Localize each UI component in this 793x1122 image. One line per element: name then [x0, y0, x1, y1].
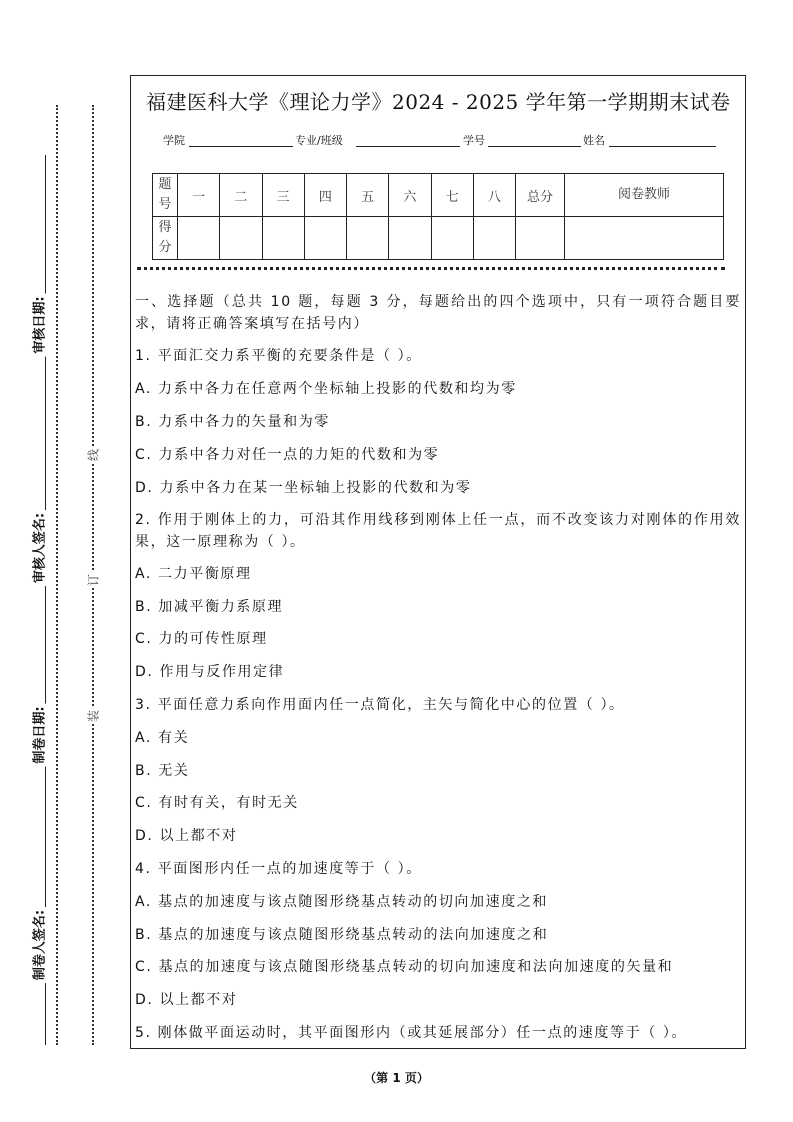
score-cell [178, 217, 220, 260]
question-3: 3. 平面任意力系向作用面内任一点简化，主矢与简化中心的位置（ ）。 [135, 697, 625, 713]
col-2: 二 [220, 174, 262, 217]
col-4: 四 [304, 174, 346, 217]
question-1: 1. 平面汇交力系平衡的充要条件是（ ）。 [135, 348, 422, 364]
score-cell [516, 217, 565, 260]
score-cell [431, 217, 473, 260]
col-8: 八 [473, 174, 515, 217]
name-label: 姓名 [583, 134, 605, 147]
q3-option-d: D. 以上都不对 [135, 828, 238, 844]
q1-option-d: D. 力系中各力在某一坐标轴上投影的代数和为零 [135, 480, 472, 496]
exam-title: 福建医科大学《理论力学》2024 - 2025 学年第一学期期末试卷 [146, 90, 731, 114]
score-cell [565, 217, 724, 260]
score-cell [389, 217, 431, 260]
col-total: 总分 [516, 174, 565, 217]
college-label: 学院 [163, 134, 185, 147]
col-6: 六 [389, 174, 431, 217]
major-class-label: 专业/班级 [295, 134, 343, 147]
dotted-cut-line [56, 105, 58, 1045]
q2-option-b: B. 加减平衡力系原理 [135, 599, 284, 615]
q2-option-a: A. 二力平衡原理 [135, 566, 252, 582]
q4-option-b: B. 基点的加速度与该点随图形绕基点转动的法向加速度之和 [135, 927, 549, 943]
name-field[interactable] [609, 146, 716, 147]
score-table [152, 173, 724, 260]
q3-option-c: C. 有时有关，有时无关 [135, 795, 299, 811]
q1-option-b: B. 力系中各力的矢量和为零 [135, 414, 330, 430]
student-id-field[interactable] [488, 146, 581, 147]
col-1: 一 [178, 174, 220, 217]
q4-option-a: A. 基点的加速度与该点随图形绕基点转动的切向加速度之和 [135, 894, 549, 910]
score-cell [262, 217, 304, 260]
q2-option-d: D. 作用与反作用定律 [135, 664, 285, 680]
student-id-label: 学号 [463, 134, 485, 147]
review-date-label: 审核日期: [25, 293, 52, 356]
q3-option-a: A. 有关 [135, 730, 190, 746]
q1-option-a: A. 力系中各力在任意两个坐标轴上投影的代数和均为零 [135, 381, 517, 397]
col-3: 三 [262, 174, 304, 217]
major-class-field[interactable] [356, 146, 460, 147]
col-7: 七 [431, 174, 473, 217]
q2-option-c: C. 力的可传性原理 [135, 631, 268, 647]
binding-mark-xian: 线 [83, 447, 104, 463]
question-4: 4. 平面图形内任一点的加速度等于（ ）。 [135, 861, 422, 877]
q3-option-b: B. 无关 [135, 763, 190, 779]
compile-date-label: 制卷日期: [25, 703, 52, 766]
question-2: 2. 作用于刚体上的力，可沿其作用线移到刚体上任一点，而不改变该力对刚体的作用效果，这一原理称为（ ）。 [135, 512, 741, 550]
row-label-question-no: 题号 [153, 174, 178, 217]
question-5: 5. 刚体做平面运动时，其平面图形内（或其延展部分）任一点的速度等于（ ）。 [135, 1025, 688, 1041]
score-cell [473, 217, 515, 260]
section-intro: 一、选择题（总共 10 题，每题 3 分，每题给出的四个选项中，只有一项符合题目要求，请将正确答案填写在括号内） [135, 294, 741, 332]
binding-mark-ding: 订 [83, 572, 104, 588]
score-cell [304, 217, 346, 260]
q4-option-d: D. 以上都不对 [135, 992, 238, 1008]
col-grader: 阅卷教师 [565, 174, 724, 217]
score-cell [347, 217, 389, 260]
q4-option-c: C. 基点的加速度与该点随图形绕基点转动的切向加速度和法向加速度的矢量和 [135, 959, 674, 975]
binding-mark-zhuang: 装 [83, 708, 104, 724]
dotted-separator [137, 267, 725, 270]
reviewer-signature-label: 审核人签名: [25, 510, 52, 586]
q1-option-c: C. 力系中各力对任一点的力矩的代数和为零 [135, 447, 440, 463]
page-number: （第 1 页） [364, 1071, 429, 1085]
row-label-score: 得分 [153, 217, 178, 260]
college-field[interactable] [189, 146, 293, 147]
col-5: 五 [347, 174, 389, 217]
score-cell [220, 217, 262, 260]
compiler-signature-label: 制卷人签名: [25, 907, 52, 983]
